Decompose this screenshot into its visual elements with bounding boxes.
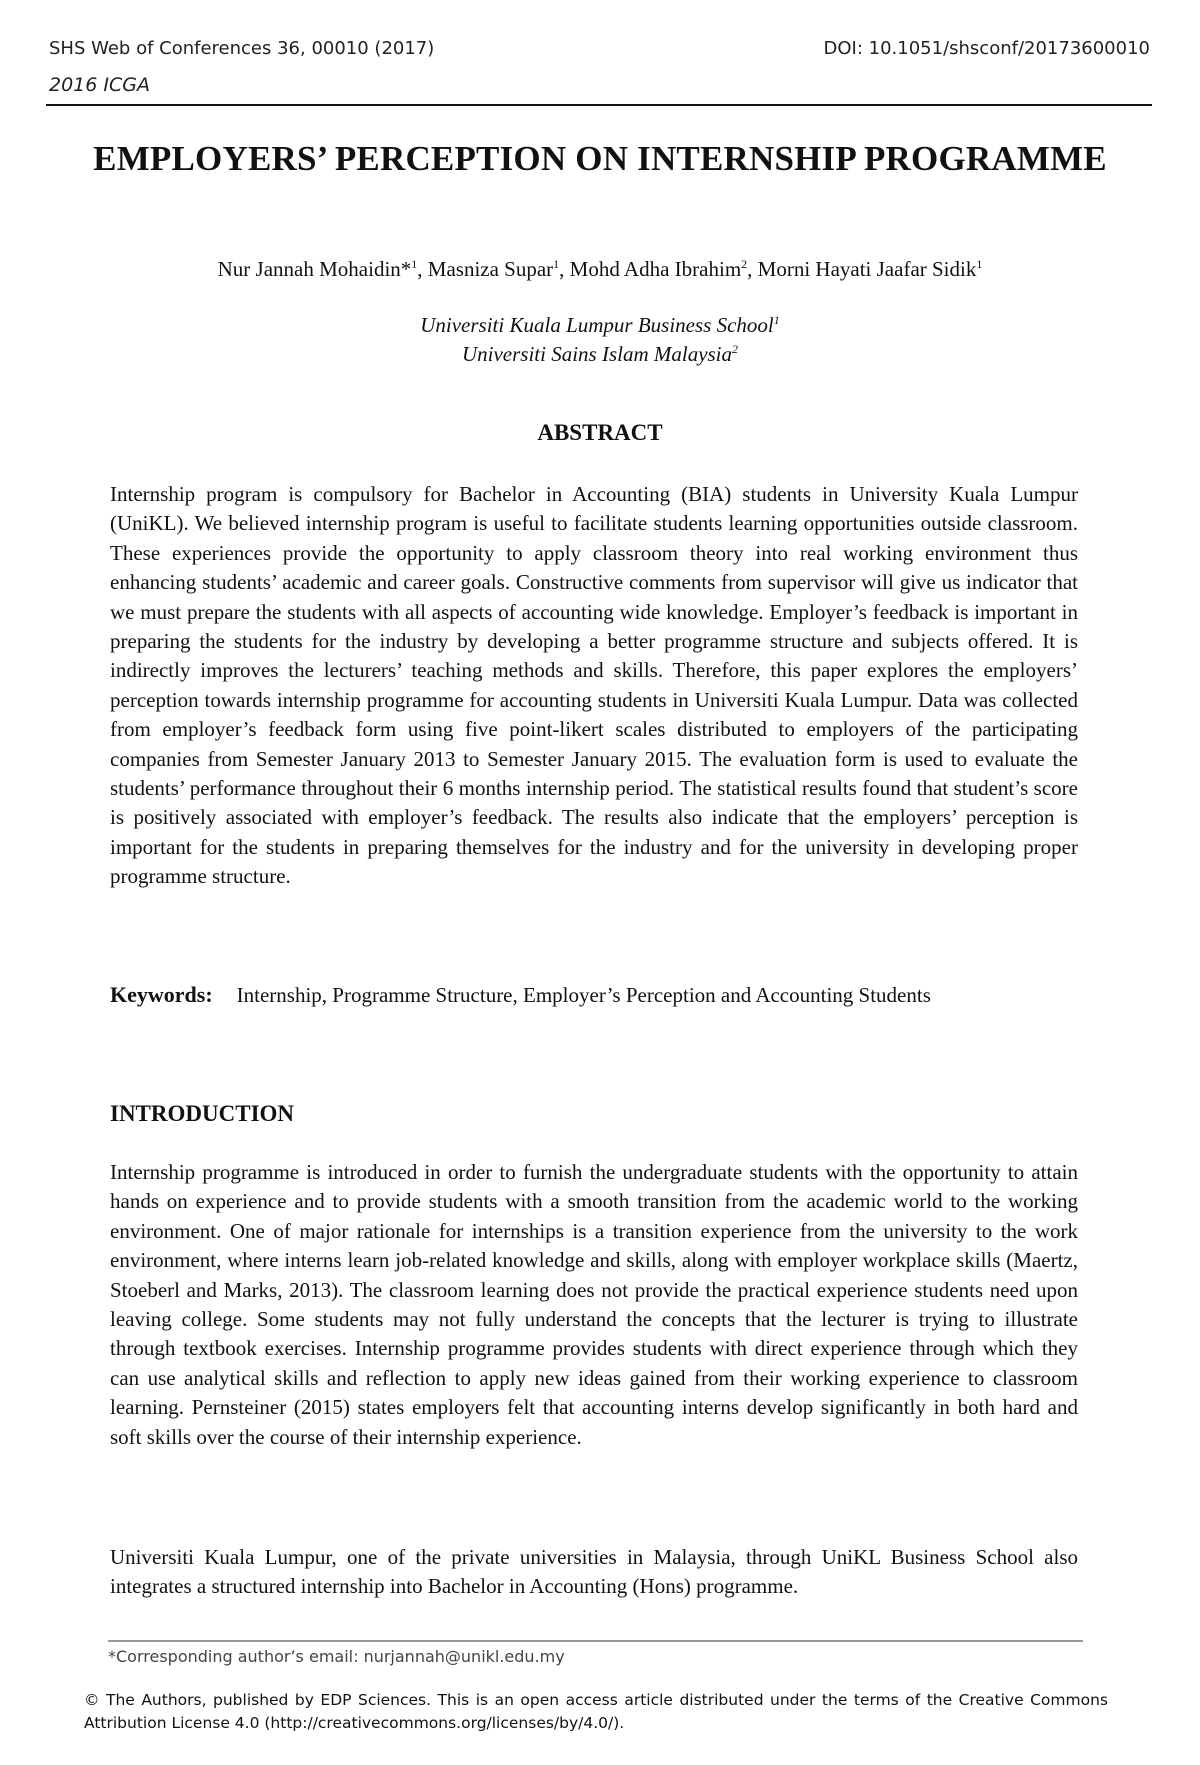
introduction-heading: INTRODUCTION: [110, 1101, 295, 1126]
keywords-text: Internship, Programme Structure, Employer’s Perception and Accounting Students: [236, 983, 931, 1007]
doi-text: DOI: 10.1051/shsconf/20173600010: [823, 38, 1150, 59]
keywords: [110, 980, 1078, 1010]
introduction-paragraph: Internship programme is introduced in order to furnish the undergraduate students with the opportunity to attain hands on experience and to provide students with a smooth transition from the academic world to the working environment. One of major rationale for internships is a transition experience from the university to the work environment, where interns learn job-related knowledge and skills, along with employer workplace skills (Maertz, Stoeberl and Marks, 2013). The classroom learning does not provide the practical experience students need upon leaving college. Some students may not fully understand the concepts that the lecturer is trying to illustrate through textbook exercises. Internship programme provides students with direct experience through which they can use analytical skills and reflection to apply new ideas gained from their working experience to classroom learning. Pernsteiner (2015) states employers felt that accounting interns develop significantly in both hard and soft skills over the course of their internship experience.: [110, 1160, 1078, 1449]
author-affiliation-mark: 2: [741, 257, 748, 271]
license-notice: © The Authors, published by EDP Sciences. This is an open access article distributed under the terms of the Creative Commons Attribution License 4.0 (http://creativecommons.org/licenses/by/4.0/).: [84, 1691, 1108, 1732]
affiliation-name: Universiti Sains Islam Malaysia: [461, 342, 733, 366]
affiliation: [0, 342, 1200, 367]
affiliation-mark: 2: [732, 342, 739, 356]
keywords-label: Keywords:: [110, 982, 213, 1007]
author-list: Nur Jannah Mohaidin*$^1$, Masniza Supar$^1$, Mohd Adha Ibrahim$^2$, Morni Hayati Jaafar Sidik$^1$: [217, 257, 983, 281]
affiliation-name: Universiti Kuala Lumpur Business School: [420, 313, 774, 337]
affiliation-mark: 1: [773, 313, 780, 327]
corresponding-author-footnote: *Corresponding author’s email: nurjannah@unikl.edu.my: [108, 1647, 565, 1666]
conference-name: 2016 ICGA: [49, 74, 150, 96]
journal-citation: SHS Web of Conferences 36, 00010 (2017): [49, 38, 435, 59]
abstract-heading: ABSTRACT: [537, 420, 663, 445]
author-affiliation-mark: 1: [411, 257, 418, 271]
paper-title: EMPLOYERS’ PERCEPTION ON INTERNSHIP PROGRAMME: [93, 139, 1107, 178]
affiliation: [0, 313, 1200, 338]
author-name: Nur Jannah Mohaidin*: [217, 257, 412, 281]
header-divider: [46, 104, 1152, 106]
author-name: Masniza Supar: [427, 257, 554, 281]
introduction-paragraph: Universiti Kuala Lumpur, one of the private universities in Malaysia, through UniKL Business School also integrates a structured internship into Bachelor in Accounting (Hons) programme.: [110, 1545, 1078, 1599]
author-affiliation-mark: 1: [976, 257, 983, 271]
author-name: Mohd Adha Ibrahim: [569, 257, 742, 281]
footnote-divider: [108, 1640, 1083, 1642]
author-affiliation-mark: 1: [553, 257, 560, 271]
abstract-body: Internship program is compulsory for Bachelor in Accounting (BIA) students in University Kuala Lumpur (UniKL). We believed internship program is useful to facilitate students learning opportunities outside classroom. These experiences provide the opportunity to apply classroom theory into real working environment thus enhancing students’ academic and career goals. Constructive comments from supervisor will give us indicator that we must prepare the students with all aspects of accounting wide knowledge. Employer’s feedback is important in preparing the students for the industry by developing a better programme structure and subjects offered. It is indirectly improves the lecturers’ teaching methods and skills. Therefore, this paper explores the employers’ perception towards internship programme for accounting students in Universiti Kuala Lumpur. Data was collected from employer’s feedback form using five point-likert scales distributed to employers of the participating companies from Semester January 2013 to Semester January 2015. The evaluation form is used to evaluate the students’ performance throughout their 6 months internship period. The statistical results found that student’s score is positively associated with employer’s feedback. The results also indicate that the employers’ perception is important for the students in preparing themselves for the industry and for the university in developing proper programme structure.: [110, 482, 1078, 889]
author-name: Morni Hayati Jaafar Sidik: [757, 257, 977, 281]
